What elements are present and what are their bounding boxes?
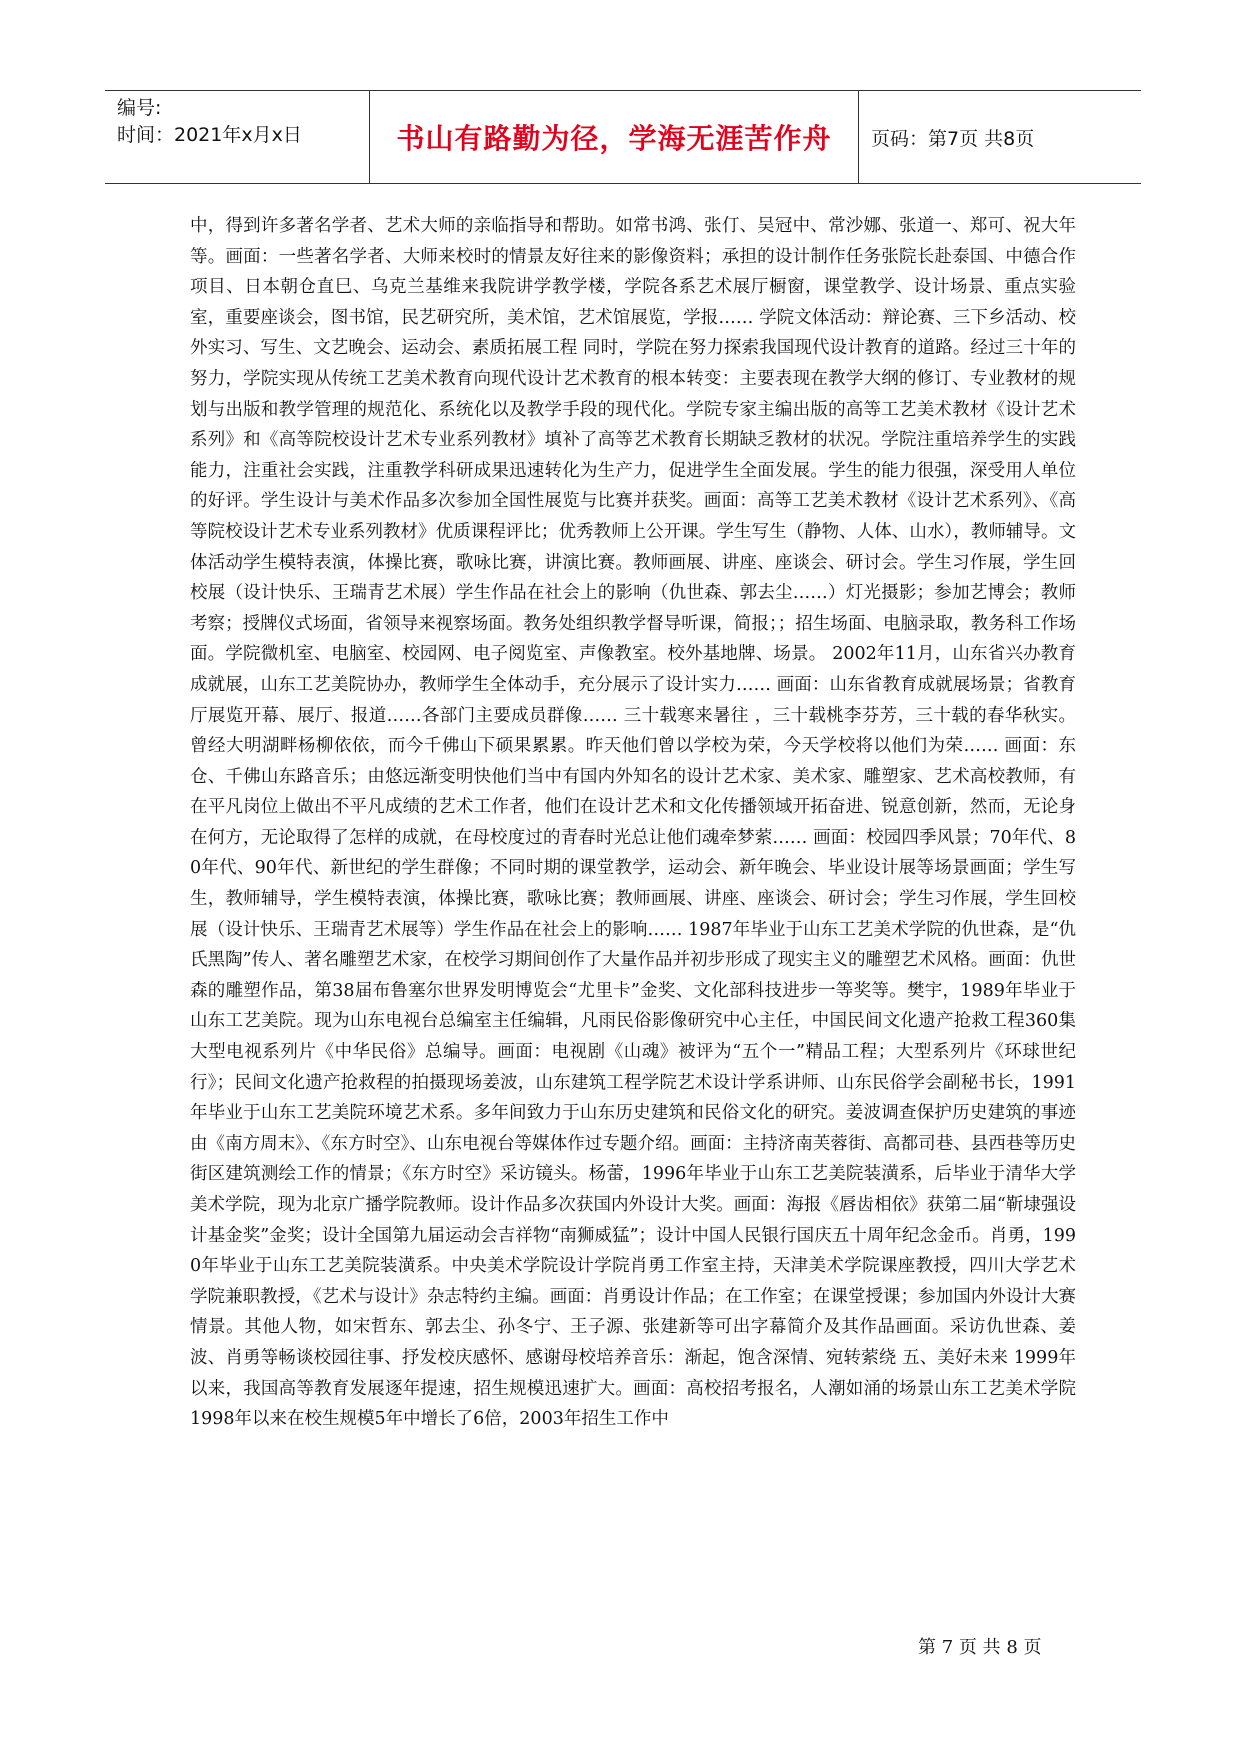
header-info-cell — [105, 91, 370, 183]
page-footer: 第 7 页 共 8 页 — [918, 1637, 1042, 1658]
header-page-cell — [859, 91, 1141, 183]
document-header — [105, 90, 1141, 184]
page-code: 页码：第7页 共8页 — [871, 127, 1035, 150]
document-number: 编号: — [117, 97, 162, 119]
body-paragraph: 中，得到许多著名学者、艺术大师的亲临指导和帮助。如常书鸿、张仃、吴冠中、常沙娜、张道一、郑可、祝大年等。画面：一些著名学者、大师来校时的情景友好往来的影像资料；承担的设计制作任务张院长赴泰国、中德合作项目、日本朝仓直巳、乌克兰基维来我院讲学教学楼，学院各系艺术展厅橱窗，课堂教学、设计场景、重点实验室，重要座谈会，图书馆，民艺研究所，美术馆，艺术馆展览，学报…… 学院文体活动：辩论赛、三下乡活动、校外实习、写生、文艺晚会、运动会、素质拓展工程 同时，学院在努力探索我国现代设计教育的道路。经过三十年的努力，学院实现从传统工艺美术教育向现代设计艺术教育的根本转变：主要表现在教学大纲的修订、专业教材的规划与出版和教学管理的规范化、系统化以及教学手段的现代化。学院专家主编出版的高等工艺美术教材《设计艺术系列》和《高等院校设计艺术专业系列教材》填补了高等艺术教育长期缺乏教材的状况。学院注重培养学生的实践能力，注重社会实践，注重教学科研成果迅速转化为生产力，促进学生全面发展。学生的能力很强，深受用人单位的好评。学生设计与美术作品多次参加全国性展览与比赛并获奖。画面：高等工艺美术教材《设计艺术系列》、《高等院校设计艺术专业系列教材》优质课程评比；优秀教师上公开课。学生写生（静物、人体、山水），教师辅导。文体活动学生模特表演，体操比赛，歌咏比赛，讲演比赛。教师画展、讲座、座谈会、研讨会。学生习作展，学生回校展（设计快乐、王瑞青艺术展）学生作品在社会上的影响（仇世森、郭去尘……）灯光摄影；参加艺博会；教师考察；授牌仪式场面，省领导来视察场面。教务处组织教学督导听课，简报；；招生场面、电脑录取，教务科工作场面。学院微机室、电脑室、校园网、电子阅览室、声像教室。校外基地牌、场景。 2002年11月，山东省兴办教育成就展，山东工艺美院协办，教师学生全体动手，充分展示了设计实力…… 画面：山东省教育成就展场景；省教育厅展览开幕、展厅、报道……各部门主要成员群像…… 三十载寒来暑往 ，三十载桃李芬芳，三十载的春华秋实。曾经大明湖畔杨柳依依，而今千佛山下硕果累累。昨天他们曾以学校为荣，今天学校将以他们为荣…… 画面：东仓、千佛山东路音乐；由悠远渐变明快他们当中有国内外知名的设计艺术家、美术家、雕塑家、艺术高校教师，有在平凡岗位上做出不平凡成绩的艺术工作者，他们在设计艺术和文化传播领域开拓奋进、锐意创新，然而，无论身在何方，无论取得了怎样的成就，在母校度过的青春时光总让他们魂牵梦萦…… 画面：校园四季风景；70年代、80年代、90年代、新世纪的学生群像；不同时期的课堂教学，运动会、新年晚会、毕业设计展等场景画面；学生写生，教师辅导，学生模特表演，体操比赛，歌咏比赛；教师画展、讲座、座谈会、研讨会；学生习作展，学生回校展（设计快乐、王瑞青艺术展等）学生作品在社会上的影响…… 1987年毕业于山东工艺美术学院的仇世森，是“仇氏黑陶”传人、著名雕塑艺术家，在校学习期间创作了大量作品并初步形成了现实主义的雕塑艺术风格。画面：仇世森的雕塑作品，第38届布鲁塞尔世界发明博览会“尤里卡”金奖、文化部科技进步一等奖等。樊宇，1989年毕业于山东工艺美院。现为山东电视台总编室主任编辑，凡雨民俗影像研究中心主任，中国民间文化遗产抢救工程360集大型电视系列片《中华民俗》总编导。画面：电视剧《山魂》被评为“五个一”精品工程；大型系列片《环球世纪行》；民间文化遗产抢救程的拍摄现场姜波，山东建筑工程学院艺术设计学系讲师、山东民俗学会副秘书长，1991年毕业于山东工艺美院环境艺术系。多年间致力于山东历史建筑和民俗文化的研究。姜波调查保护历史建筑的事迹由《南方周末》、《东方时空》、山东电视台等媒体作过专题介绍。画面：主持济南芙蓉街、高都司巷、县西巷等历史街区建筑测绘工作的情景；《东方时空》采访镜头。杨蕾，1996年毕业于山东工艺美院装潢系，后毕业于清华大学美术学院，现为北京广播学院教师。设计作品多次获国内外设计大奖。画面：海报《唇齿相依》获第二届“靳埭强设计基金奖”金奖；设计全国第九届运动会吉祥物“南狮威猛”；设计中国人民银行国庆五十周年纪念金币。肖勇，1990年毕业于山东工艺美院装潢系。中央美术学院设计学院肖勇工作室主持，天津美术学院课座教授，四川大学艺术学院兼职教授，《艺术与设计》杂志特约主编。画面：肖勇设计作品；在工作室；在课堂授课；参加国内外设计大赛情景。其他人物，如宋哲东、郭去尘、孙冬宁、王子源、张建新等可出字幕简介及其作品画面。采访仇世森、姜波、肖勇等畅谈校园往事、抒发校庆感怀、感谢母校培养音乐：渐起，饱含深情、宛转萦绕 五、美好未来 1999年以来，我国高等教育发展逐年提速，招生规模迅速扩大。画面：高校招考报名，人潮如涌的场景山东工艺美术学院1998年以来在校生规模5年中增长了6倍，2003年招生工作中 — [190, 216, 1076, 1430]
document-time: 时间：2021年x月x日 — [117, 124, 302, 146]
header-motto-cell — [370, 91, 859, 183]
motto: 书山有路勤为径，学海无涯苦作舟 — [396, 122, 832, 155]
